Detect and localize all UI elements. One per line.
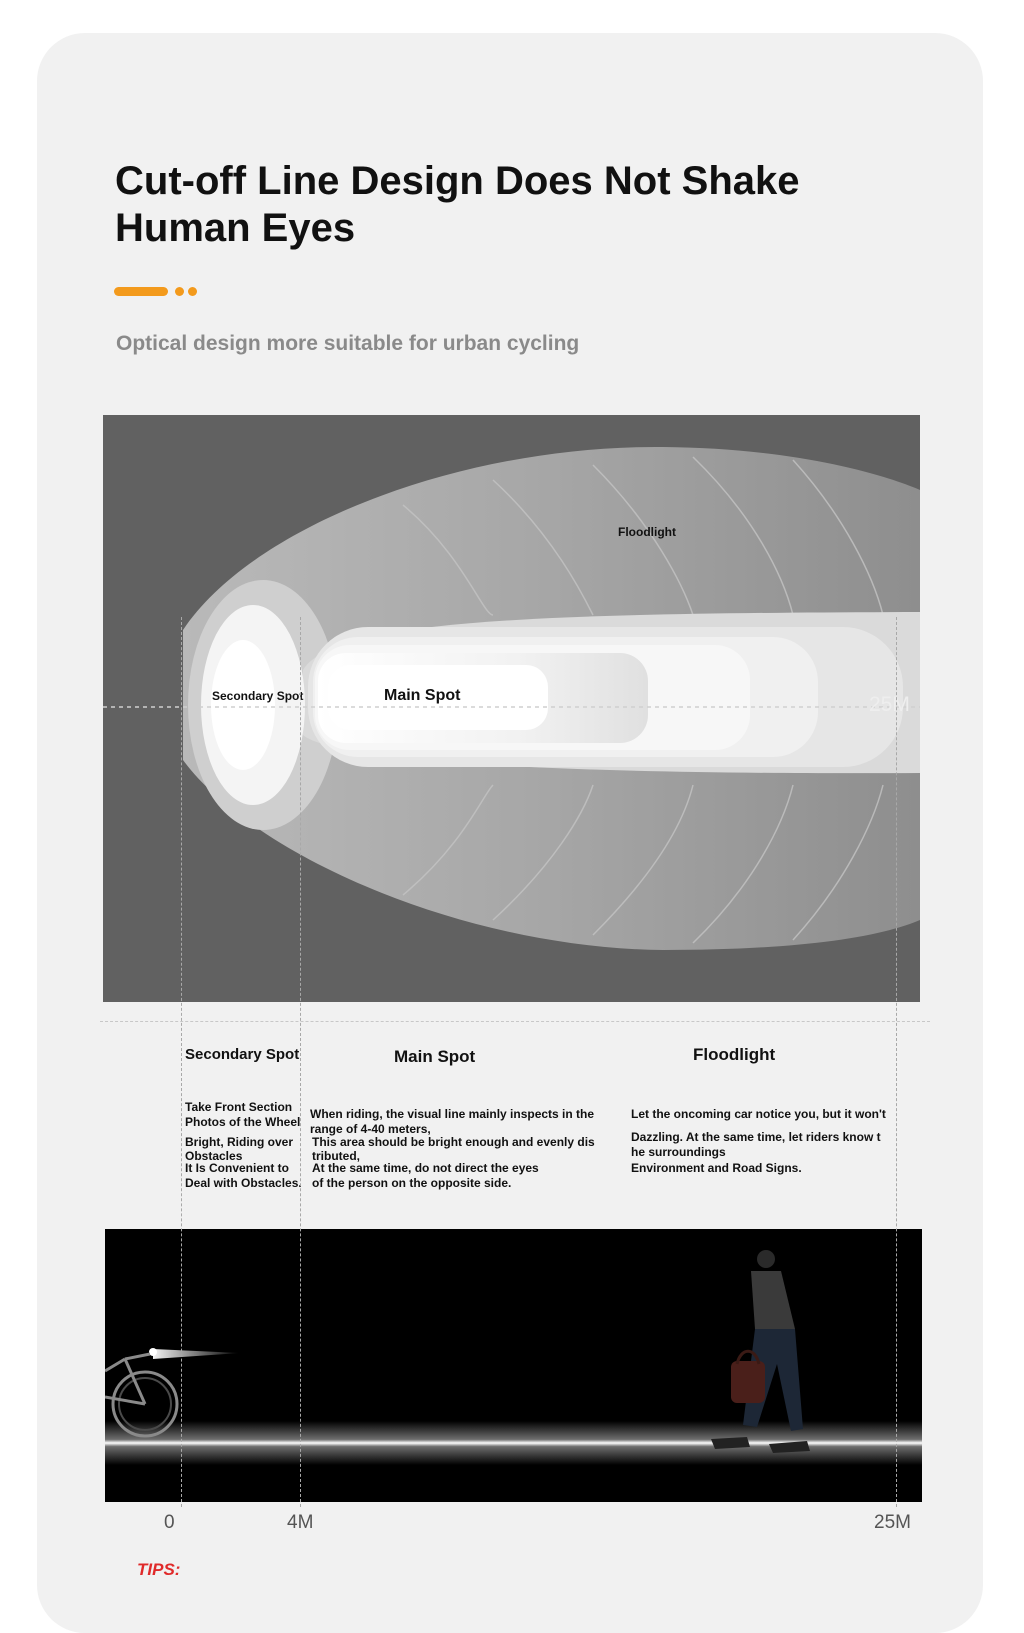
divider-line: [100, 1021, 930, 1022]
main-spot-title: Main Spot: [394, 1047, 476, 1066]
secondary-desc-line: Bright, Riding over: [185, 1135, 293, 1149]
page-subtitle: Optical design more suitable for urban cycling: [116, 332, 580, 355]
floodlight-title: Floodlight: [693, 1045, 776, 1064]
secondary-desc-line: Obstacles: [185, 1149, 243, 1163]
accent-dot: [175, 287, 184, 296]
accent-dot: [188, 287, 197, 296]
secondary-spot-label: Secondary Spot: [212, 689, 304, 703]
secondary-spot-title: Secondary Spot: [185, 1046, 300, 1063]
floodlight-label: Floodlight: [618, 525, 676, 539]
beam-illustration: [103, 415, 920, 1002]
night-riding-photo: [105, 1229, 922, 1502]
main-desc-line: range of 4-40 meters,: [310, 1122, 431, 1136]
guide-line-25m: [896, 617, 897, 1507]
night-scene-illustration: [105, 1229, 922, 1502]
headlight-beam: [153, 1349, 240, 1359]
secondary-desc-line: It Is Convenient to: [185, 1161, 290, 1175]
page-title: Cut-off Line Design Does Not Shake Human Eyes: [115, 159, 800, 250]
tips-heading: TIPS:: [137, 1560, 181, 1579]
floodlight-desc-line: he surroundings: [631, 1145, 726, 1159]
guide-line-4m: [300, 617, 301, 1507]
secondary-desc-line: Photos of the Wheel: [185, 1115, 301, 1129]
main-desc-line: tributed,: [312, 1149, 360, 1163]
beam-pattern-diagram: [103, 415, 920, 1002]
main-desc-line: This area should be bright enough and evenly dis: [312, 1135, 595, 1149]
distance-label: 25M: [869, 693, 910, 716]
scale-label-mid: 4M: [287, 1512, 314, 1533]
main-desc-line: When riding, the visual line mainly inspects in the: [310, 1107, 595, 1121]
floodlight-desc-line: Let the oncoming car notice you, but it won't: [631, 1107, 886, 1121]
accent-bar: [114, 287, 168, 296]
main-spot-label: Main Spot: [384, 687, 461, 704]
guide-line-0: [181, 617, 182, 1507]
scale-label-end: 25M: [874, 1512, 911, 1533]
floodlight-desc-line: Dazzling. At the same time, let riders know t: [631, 1130, 881, 1144]
floodlight-desc-line: Environment and Road Signs.: [631, 1161, 802, 1175]
scale-label-start: 0: [164, 1512, 175, 1533]
main-desc-line: of the person on the opposite side.: [312, 1176, 512, 1190]
secondary-desc-line: Deal with Obstacles.: [185, 1176, 302, 1190]
secondary-desc-line: Take Front Section: [185, 1100, 293, 1114]
main-desc-line: At the same time, do not direct the eyes: [312, 1161, 539, 1175]
